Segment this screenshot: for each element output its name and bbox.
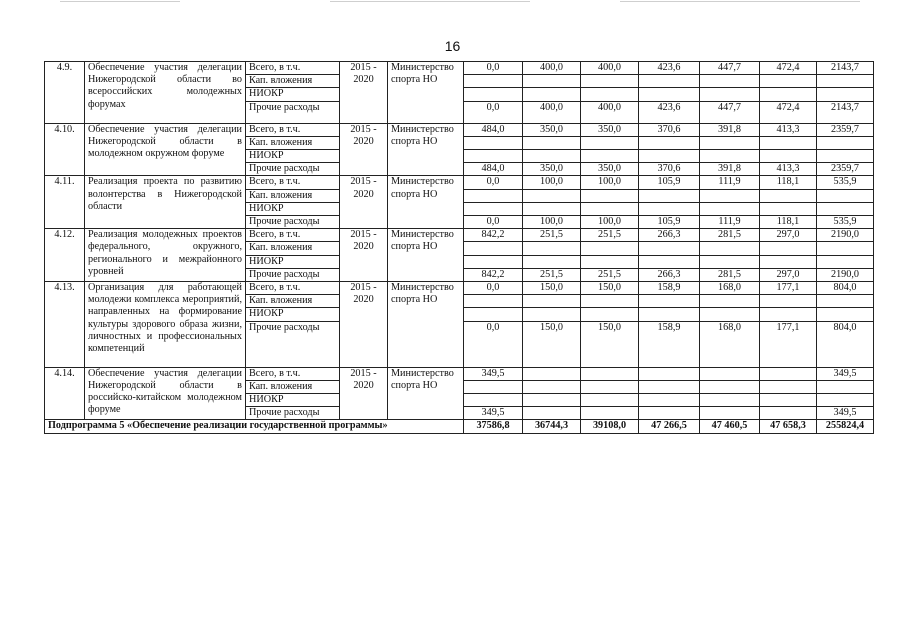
value-cell xyxy=(760,394,817,407)
value-cell: 0,0 xyxy=(464,176,523,189)
item-number: 4.13. xyxy=(45,282,85,368)
value-cell: 297,0 xyxy=(760,229,817,242)
value-cell: 281,5 xyxy=(700,229,760,242)
expense-type: Всего, в т.ч. xyxy=(246,229,340,242)
value-cell xyxy=(817,202,874,215)
value-cell: 2190,0 xyxy=(817,229,874,242)
expense-type: Прочие расходы xyxy=(246,407,340,420)
value-cell xyxy=(700,242,760,255)
item-name: Реализация проекта по развитию волонтерства в Нижегородской области xyxy=(85,176,246,229)
value-cell: 413,3 xyxy=(760,163,817,176)
value-cell: 484,0 xyxy=(464,123,523,136)
subtotal-value: 255824,4 xyxy=(817,420,874,433)
value-cell xyxy=(523,189,581,202)
value-cell: 251,5 xyxy=(581,229,639,242)
expense-type: НИОКР xyxy=(246,308,340,321)
value-cell xyxy=(760,407,817,420)
item-period: 2015 - 2020 xyxy=(340,229,388,282)
subtotal-value: 39108,0 xyxy=(581,420,639,433)
value-cell xyxy=(523,308,581,321)
value-cell xyxy=(581,242,639,255)
value-cell: 266,3 xyxy=(639,268,700,281)
expense-type: Кап. вложения xyxy=(246,136,340,149)
value-cell xyxy=(700,202,760,215)
value-cell xyxy=(817,380,874,393)
expense-type: Кап. вложения xyxy=(246,189,340,202)
value-cell: 0,0 xyxy=(464,62,523,75)
subtotal-value: 47 460,5 xyxy=(700,420,760,433)
value-cell xyxy=(817,75,874,88)
value-cell: 266,3 xyxy=(639,229,700,242)
value-cell: 111,9 xyxy=(700,176,760,189)
value-cell: 0,0 xyxy=(464,101,523,123)
value-cell xyxy=(639,202,700,215)
value-cell: 111,9 xyxy=(700,216,760,229)
subtotal-label: Подпрограмма 5 «Обеспечение реализации государственной программы» xyxy=(45,420,464,433)
value-cell: 400,0 xyxy=(523,62,581,75)
expense-type: НИОКР xyxy=(246,394,340,407)
expense-type: Всего, в т.ч. xyxy=(246,123,340,136)
value-cell: 391,8 xyxy=(700,123,760,136)
table-row xyxy=(45,123,874,136)
value-cell: 2359,7 xyxy=(817,163,874,176)
value-cell xyxy=(464,308,523,321)
item-responsible: Министерство спорта НО xyxy=(388,229,464,282)
value-cell xyxy=(464,242,523,255)
expense-type: НИОКР xyxy=(246,88,340,101)
value-cell: 0,0 xyxy=(464,282,523,295)
value-cell xyxy=(464,202,523,215)
page-number: 16 xyxy=(444,38,461,54)
table-row xyxy=(45,62,874,75)
value-cell: 100,0 xyxy=(523,176,581,189)
value-cell xyxy=(581,202,639,215)
value-cell xyxy=(523,150,581,163)
value-cell: 350,0 xyxy=(523,163,581,176)
value-cell xyxy=(639,295,700,308)
value-cell xyxy=(639,75,700,88)
expense-type: Всего, в т.ч. xyxy=(246,176,340,189)
subtotal-value: 47 266,5 xyxy=(639,420,700,433)
value-cell xyxy=(464,394,523,407)
value-cell: 484,0 xyxy=(464,163,523,176)
table-row xyxy=(45,176,874,189)
value-cell: 842,2 xyxy=(464,268,523,281)
expense-type: НИОКР xyxy=(246,255,340,268)
item-period: 2015 - 2020 xyxy=(340,123,388,176)
value-cell xyxy=(464,295,523,308)
value-cell xyxy=(817,242,874,255)
table-row xyxy=(45,282,874,295)
item-number: 4.10. xyxy=(45,123,85,176)
value-cell: 370,6 xyxy=(639,163,700,176)
value-cell xyxy=(700,88,760,101)
item-name: Организация для работающей молодежи комплекса мероприятий, направленных на формирование культуры здорового образа жизни, личностных и профессиональных компетенций xyxy=(85,282,246,368)
value-cell xyxy=(523,88,581,101)
value-cell: 391,8 xyxy=(700,163,760,176)
value-cell xyxy=(639,407,700,420)
value-cell xyxy=(760,88,817,101)
item-responsible: Министерство спорта НО xyxy=(388,176,464,229)
item-period: 2015 - 2020 xyxy=(340,62,388,124)
value-cell xyxy=(581,189,639,202)
value-cell: 447,7 xyxy=(700,101,760,123)
subtotal-value: 37586,8 xyxy=(464,420,523,433)
value-cell: 400,0 xyxy=(523,101,581,123)
value-cell xyxy=(760,150,817,163)
value-cell: 349,5 xyxy=(464,407,523,420)
expense-type: НИОКР xyxy=(246,150,340,163)
value-cell: 105,9 xyxy=(639,216,700,229)
value-cell xyxy=(523,407,581,420)
value-cell xyxy=(639,88,700,101)
item-name: Обеспечение участия делегации Нижегородской области в молодежном окружном форуме xyxy=(85,123,246,176)
value-cell xyxy=(700,295,760,308)
value-cell: 349,5 xyxy=(464,367,523,380)
value-cell xyxy=(760,295,817,308)
value-cell xyxy=(760,136,817,149)
item-responsible: Министерство спорта НО xyxy=(388,123,464,176)
item-name: Обеспечение участия делегации Нижегородской области в российско-китайском молодежном форуме xyxy=(85,367,246,420)
value-cell: 423,6 xyxy=(639,101,700,123)
value-cell xyxy=(817,394,874,407)
value-cell xyxy=(523,380,581,393)
value-cell: 100,0 xyxy=(581,216,639,229)
value-cell xyxy=(639,189,700,202)
value-cell: 0,0 xyxy=(464,216,523,229)
value-cell xyxy=(523,242,581,255)
value-cell: 804,0 xyxy=(817,321,874,367)
value-cell: 842,2 xyxy=(464,229,523,242)
value-cell xyxy=(581,295,639,308)
value-cell: 0,0 xyxy=(464,321,523,367)
value-cell: 297,0 xyxy=(760,268,817,281)
value-cell xyxy=(639,136,700,149)
expense-type: Всего, в т.ч. xyxy=(246,62,340,75)
value-cell: 400,0 xyxy=(581,62,639,75)
value-cell: 2143,7 xyxy=(817,101,874,123)
value-cell xyxy=(581,407,639,420)
value-cell xyxy=(700,407,760,420)
value-cell: 177,1 xyxy=(760,282,817,295)
value-cell xyxy=(464,189,523,202)
item-number: 4.9. xyxy=(45,62,85,124)
budget-table xyxy=(44,61,874,434)
value-cell xyxy=(639,308,700,321)
value-cell xyxy=(817,150,874,163)
item-name: Реализация молодежных проектов федерального, окружного, регионального и межрайонного уровней xyxy=(85,229,246,282)
value-cell xyxy=(817,136,874,149)
value-cell xyxy=(817,255,874,268)
value-cell xyxy=(464,150,523,163)
value-cell: 118,1 xyxy=(760,176,817,189)
value-cell xyxy=(523,394,581,407)
value-cell xyxy=(760,202,817,215)
value-cell xyxy=(581,367,639,380)
value-cell xyxy=(523,75,581,88)
value-cell xyxy=(817,308,874,321)
value-cell: 105,9 xyxy=(639,176,700,189)
expense-type: Всего, в т.ч. xyxy=(246,282,340,295)
value-cell xyxy=(760,242,817,255)
value-cell xyxy=(581,308,639,321)
value-cell xyxy=(581,75,639,88)
scan-edge-line xyxy=(620,1,860,2)
value-cell: 251,5 xyxy=(523,229,581,242)
expense-type: Прочие расходы xyxy=(246,321,340,367)
item-responsible: Министерство спорта НО xyxy=(388,367,464,420)
value-cell xyxy=(639,367,700,380)
item-responsible: Министерство спорта НО xyxy=(388,282,464,368)
value-cell xyxy=(700,367,760,380)
value-cell: 370,6 xyxy=(639,123,700,136)
value-cell xyxy=(700,255,760,268)
value-cell xyxy=(700,380,760,393)
value-cell: 350,0 xyxy=(581,123,639,136)
value-cell xyxy=(700,308,760,321)
value-cell xyxy=(464,75,523,88)
value-cell: 472,4 xyxy=(760,62,817,75)
value-cell: 118,1 xyxy=(760,216,817,229)
value-cell: 2190,0 xyxy=(817,268,874,281)
value-cell xyxy=(523,295,581,308)
item-number: 4.11. xyxy=(45,176,85,229)
item-period: 2015 - 2020 xyxy=(340,176,388,229)
value-cell xyxy=(817,189,874,202)
value-cell: 349,5 xyxy=(817,367,874,380)
value-cell xyxy=(817,88,874,101)
expense-type: НИОКР xyxy=(246,202,340,215)
value-cell xyxy=(639,150,700,163)
value-cell: 350,0 xyxy=(523,123,581,136)
value-cell: 158,9 xyxy=(639,282,700,295)
value-cell xyxy=(760,75,817,88)
value-cell: 100,0 xyxy=(581,176,639,189)
value-cell: 251,5 xyxy=(523,268,581,281)
value-cell xyxy=(760,380,817,393)
scan-edge-line xyxy=(60,1,180,2)
expense-type: Прочие расходы xyxy=(246,268,340,281)
value-cell: 2359,7 xyxy=(817,123,874,136)
expense-type: Прочие расходы xyxy=(246,216,340,229)
subtotal-row xyxy=(45,420,874,433)
subtotal-value: 47 658,3 xyxy=(760,420,817,433)
subtotal-value: 36744,3 xyxy=(523,420,581,433)
value-cell: 423,6 xyxy=(639,62,700,75)
value-cell: 150,0 xyxy=(581,321,639,367)
value-cell xyxy=(639,394,700,407)
value-cell xyxy=(700,136,760,149)
item-period: 2015 - 2020 xyxy=(340,282,388,368)
value-cell: 251,5 xyxy=(581,268,639,281)
value-cell xyxy=(523,255,581,268)
item-number: 4.12. xyxy=(45,229,85,282)
value-cell xyxy=(581,394,639,407)
value-cell xyxy=(581,380,639,393)
expense-type: Кап. вложения xyxy=(246,242,340,255)
value-cell xyxy=(760,189,817,202)
value-cell: 150,0 xyxy=(523,321,581,367)
value-cell: 150,0 xyxy=(581,282,639,295)
expense-type: Прочие расходы xyxy=(246,163,340,176)
scan-edge-line xyxy=(330,1,530,2)
expense-type: Кап. вложения xyxy=(246,75,340,88)
value-cell xyxy=(639,380,700,393)
value-cell: 413,3 xyxy=(760,123,817,136)
value-cell xyxy=(464,88,523,101)
value-cell: 535,9 xyxy=(817,176,874,189)
value-cell xyxy=(581,255,639,268)
value-cell: 168,0 xyxy=(700,282,760,295)
value-cell xyxy=(760,308,817,321)
value-cell xyxy=(581,136,639,149)
value-cell: 177,1 xyxy=(760,321,817,367)
expense-type: Кап. вложения xyxy=(246,380,340,393)
value-cell xyxy=(581,150,639,163)
item-responsible: Министерство спорта НО xyxy=(388,62,464,124)
value-cell: 100,0 xyxy=(523,216,581,229)
value-cell xyxy=(760,255,817,268)
value-cell: 535,9 xyxy=(817,216,874,229)
value-cell: 350,0 xyxy=(581,163,639,176)
table-row xyxy=(45,229,874,242)
value-cell: 804,0 xyxy=(817,282,874,295)
value-cell xyxy=(464,136,523,149)
value-cell: 349,5 xyxy=(817,407,874,420)
value-cell: 447,7 xyxy=(700,62,760,75)
value-cell: 158,9 xyxy=(639,321,700,367)
expense-type: Кап. вложения xyxy=(246,295,340,308)
value-cell xyxy=(523,136,581,149)
value-cell xyxy=(700,75,760,88)
value-cell xyxy=(700,189,760,202)
item-period: 2015 - 2020 xyxy=(340,367,388,420)
value-cell xyxy=(464,380,523,393)
value-cell xyxy=(700,150,760,163)
value-cell xyxy=(817,295,874,308)
expense-type: Прочие расходы xyxy=(246,101,340,123)
value-cell: 2143,7 xyxy=(817,62,874,75)
value-cell: 150,0 xyxy=(523,282,581,295)
value-cell: 281,5 xyxy=(700,268,760,281)
value-cell: 472,4 xyxy=(760,101,817,123)
value-cell xyxy=(760,367,817,380)
value-cell xyxy=(700,394,760,407)
value-cell: 400,0 xyxy=(581,101,639,123)
value-cell xyxy=(639,255,700,268)
item-number: 4.14. xyxy=(45,367,85,420)
value-cell xyxy=(523,367,581,380)
value-cell xyxy=(464,255,523,268)
value-cell xyxy=(523,202,581,215)
value-cell xyxy=(639,242,700,255)
table-row xyxy=(45,367,874,380)
item-name: Обеспечение участия делегации Нижегородской области во всероссийских молодежных форумах xyxy=(85,62,246,124)
expense-type: Всего, в т.ч. xyxy=(246,367,340,380)
value-cell: 168,0 xyxy=(700,321,760,367)
value-cell xyxy=(581,88,639,101)
